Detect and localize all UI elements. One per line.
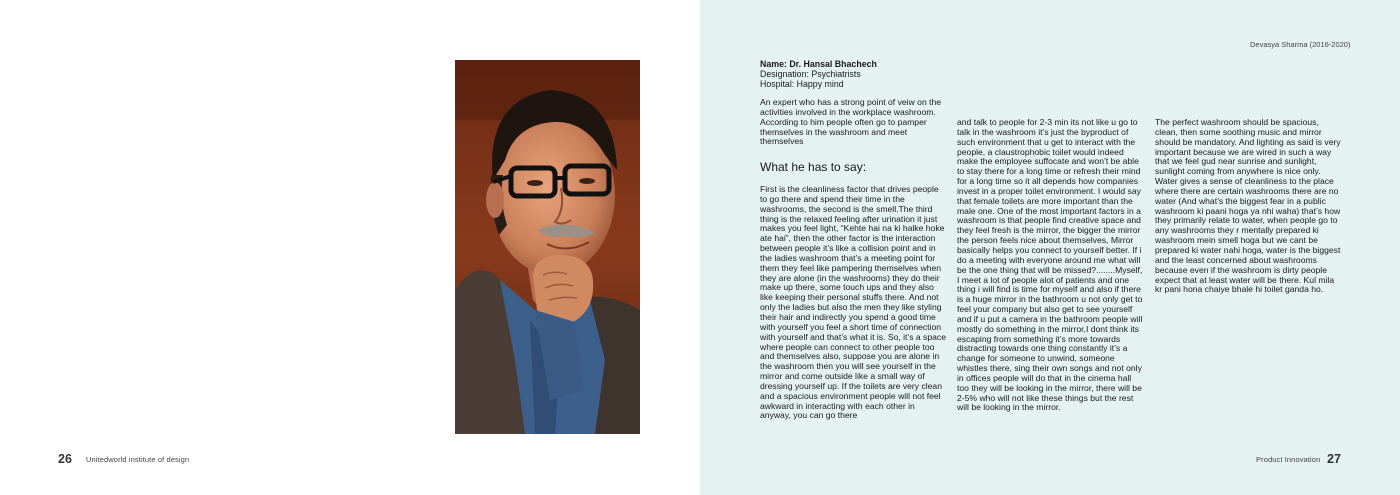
- interviewee-name: Name: Dr. Hansal Bhachech: [760, 59, 877, 69]
- interviewee-designation: Designation: Psychiatrists: [760, 69, 861, 79]
- institute-name: Unitedworld institute of design: [86, 455, 190, 464]
- section-subheading: What he has to say:: [760, 160, 867, 174]
- body-column-1: [760, 185, 948, 421]
- author-header: Devasya Sharma (2016-2020): [1250, 40, 1351, 49]
- right-page-number: 27: [1327, 452, 1341, 466]
- interviewee-hospital: Hospital: Happy mind: [760, 79, 844, 89]
- body-column-3: [1155, 118, 1343, 295]
- column-2-text: and talk to people for 2-3 min its not like u go to talk in the washroom it’s just the byproduct of such environment that u get to interact with the people, a claustrophobic toilet would indeed make the employee suffocate and won’t be able to stay there for a long time or refresh their mind for a long time so it all depends how companies invest in a proper toilet environment. I would say that female toilets are more important than the male one. One of the most important factors in a washroom is that people find creative space and they feel fresh is the mirror, the bigger the mirror the person feels nice about themselves, Mirror basically helps you connect to yourself better. If i do a meeting with everyone around me what will be the one thing that will be missed?........Myself, I meet a lot of people alot of patients and one thing i will find is time for myself and also if there is a huge mirror in the bathroom u not only get to feel your company but also get to see yourself and if u put a camera in the bathroom people will mostly do something in the mirror,I dont think its escaping from something it’s more towards distracting towards one thing constantly it’s a change for someone to unwind, someone whistles there, sing their own songs and not only in offices people will do that in the cinema hall too they will be looking in the mirror, there will be 2-5% who will not like these things but the rest will be looking in the mirror.: [957, 117, 1143, 413]
- left-page-number: 26: [58, 452, 72, 466]
- body-column-2: [957, 118, 1145, 413]
- portrait-photo: [455, 60, 640, 434]
- interviewee-info: [760, 59, 877, 89]
- column-3-text: The perfect washroom should be spacious, clean, then some soothing music and mirror should be mandatory. And lighting as said is very important because we are wired in such a way that we feel gud near sunrise and sunlight, sunlight coming from anywhere is nice only. Water gives a sense of cleanliness to the place where there are certain washrooms there are no water (And what’s the biggest fear in a public washroom ki paani hoga ya nhi waha) that’s how they primarily relate to water, when people go to any washrooms they r mentally prepared ki washroom mein smell hoga but we cant be prepared ki water nahi hoga, water is the biggest and the least concerned about washrooms because even if the washroom is dirty people expect that at least water will be there. Kul mila kr pani hona chaiye bhale hi toilet ganda ho.: [1155, 117, 1341, 295]
- section-name: Product Innovation: [1256, 455, 1321, 464]
- column-1-text: First is the cleanliness factor that drives people to go there and spend their time in the washrooms, the second is the smell.The third thing is the relaxed feeling after urination it just makes you feel light, “Kehte hai na ki halke hoke ate hai”, then the other factor is the interaction between people it’s like a collision point and in the ladies washroom that’s a meeting point for them they feel like pampering themselves when they are alone (in the washrooms) they do their make up there, some touch ups and they also like keeping their personal stuffs there. And not only the ladies but also the men they like styling their hair and indirectly you spend a good time with yourself you feel a short time of connection with yourself and that’s what it is. So, it’s a space where people can connect to other people too and themselves also, suppose you are alone in the washroom then you will see yourself in the mirror and come outside like a small way of dressing yourself up. If the toilets are very clean and a spacious environment people will not feel awkward in interacting with each other in anyway, you can go there: [760, 184, 946, 421]
- intro-paragraph: An expert who has a strong point of veiw on the activities involved in the workplace washroom. According to him people often go to pamper themselves in the washroom and meet themselves: [760, 97, 942, 147]
